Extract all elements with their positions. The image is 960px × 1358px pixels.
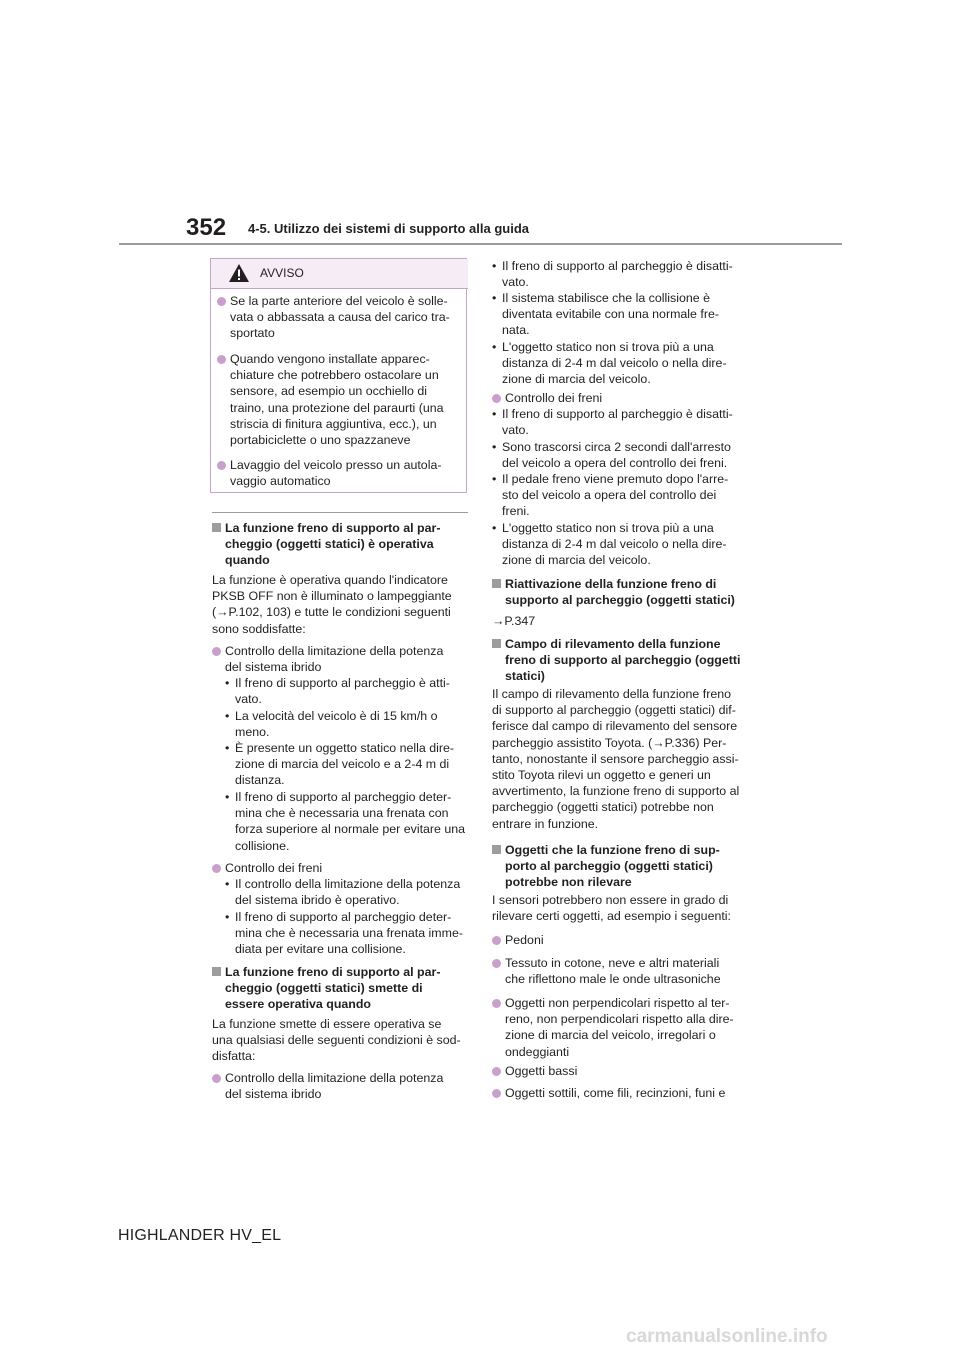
bullet-dot-icon xyxy=(217,297,226,306)
bullet-dot-icon xyxy=(212,864,221,873)
bullet-dot-icon xyxy=(492,936,501,945)
heading-square-icon xyxy=(212,523,221,532)
bullet-dot-icon xyxy=(492,1089,501,1098)
right-column: • Il freno di supporto al parcheggio è disatti- vato. • Il sistema stabilisce che la collisione è diventata evitabile con una normale fre- nata. • L'oggetto statico non si trova più a una distanza di 2-4 m dal veicolo o nella dire- zione di marcia del veicolo. Controllo dei freni • Il freno di supporto al parcheggio è disatti- vato. • Sono trascorsi circa 2 secondi dall'arresto del veicolo a opera del controllo dei freni. • Il pedale freno viene premuto dopo l'arre- sto del veicolo a opera del controllo dei freni. • L'oggetto statico non si trova più a una distanza di 2-4 m dal veicolo o nella dire- zione di marcia del veicolo. Riattivazione della funzione freno di supporto al parcheggio (oggetti statici) →P.347 Campo di rilevamento della funzione freno di supporto al parcheggio (oggetti statici) Il campo di rilevamento della funzione freno di supporto al parcheggio (oggetti statici) dif- ferisce dal campo di rilevamento del sensore parcheggio assistito Toyota. (→P.336) Per- tanto, nonostante il sensore parcheggio assi- stito Toyota rilevi un oggetto e generi un avvertimento, la funzione freno di supporto al parcheggio (oggetti statici) potrebbe non entrare in funzione. Oggetti che la funzione freno di sup- porto al parcheggio (oggetti statici) potrebbe non rilevare I sensori potrebbero non essere in grado di rilevare certi oggetti, ad esempio i seguenti: Pedoni Tessuto in cotone, neve e altri materiali che riflettono male le onde ultrasoniche Oggetti non perpendicolari rispetto al ter- reno, non perpendicolari rispetto alla dire- zione di marcia del veicolo, irregolari o ondeggianti Oggetti bassi Oggetti sottili, come fili, recinzioni, funi e xyxy=(492,258,748,1108)
paragraph: La funzione smette di essere operativa se una qualsiasi delle seguenti condizioni è sod- disfatta: xyxy=(212,1017,461,1064)
paragraph: La funzione è operativa quando l'indicatore PKSB OFF non è illuminato o lampeggiante (→P.102, 103) e tutte le condizioni seguenti sono soddisfatte: xyxy=(212,573,452,636)
footer-model: HIGHLANDER HV_EL xyxy=(118,1227,282,1244)
heading-square-icon xyxy=(212,967,221,976)
warning-box: AVVISO Se la parte anteriore del veicolo è solle- vata o abbassata a causa del carico tra- sportato Quando vengono installate apparec- chiature che potrebbero ostacolare un sensore, ad esempio un occhiello di traino, una protezione del paraurti (una striscia di finitura aggiuntiva, ecc.), un portabiciclette o uno spazzaneve Lavaggio del veicolo presso un autola- vaggio automatico xyxy=(210,258,467,493)
warning-triangle-icon xyxy=(228,263,250,283)
left-column: La funzione freno di supporto al par- cheggio (oggetti statici) è operativa quando La funzione è operativa quando l'indicatore PKSB OFF non è illuminato o lampeggiante (→P.102, 103) e tutte le condizioni seguenti sono soddisfatte: Controllo della limitazione della potenza del sistema ibrido • Il freno di supporto al parcheggio è atti- vato. • La velocità del veicolo è di 15 km/h o meno. • È presente un oggetto statico nella dire- zione di marcia del veicolo e a 2-4 m di distanza. • Il freno di supporto al parcheggio deter- mina che è necessaria una frenata con forza superiore al normale per evitare una collisione. Controllo dei freni • Il controllo della limitazione della potenza del sistema ibrido è operativo. • Il freno di supporto al parcheggio deter- mina che è necessaria una frenata imme- diata per evitare una collisione. La funzione freno di supporto al par- cheggio (oggetti statici) smette di essere operativa quando La funzione smette di essere operativa se una qualsiasi delle seguenti condizioni è sod- disfatta: Controllo della limitazione della potenza del sistema ibrido xyxy=(212,520,468,1110)
bullet-dot-icon xyxy=(492,394,501,403)
bullet-dot-icon xyxy=(492,1067,501,1076)
watermark: carmanualsonline.info xyxy=(626,1326,828,1347)
warning-title: AVVISO xyxy=(260,266,304,280)
heading-square-icon xyxy=(492,579,501,588)
heading-square-icon xyxy=(492,639,501,648)
heading-square-icon xyxy=(492,845,501,854)
bullet-dot-icon xyxy=(492,959,501,968)
paragraph: I sensori potrebbero non essere in grado di rilevare certi oggetti, ad esempio i seguenti: xyxy=(492,893,731,924)
paragraph: Il campo di rilevamento della funzione freno di supporto al parcheggio (oggetti statici) dif- ferisce dal campo di rilevamento del sensore parcheggio assistito Toyota. (→P.336) Per- tanto, nonostante il sensore parcheggio assi- stito Toyota rilevi un oggetto e generi un avvertimento, la funzione freno di supporto al parcheggio (oggetti statici) potrebbe non entrare in funzione. xyxy=(492,687,740,831)
chapter-title: 4-5. Utilizzo dei sistemi di supporto alla guida xyxy=(248,221,529,236)
bullet-dot-icon xyxy=(212,647,221,656)
bullet-dot-icon xyxy=(217,355,226,364)
page-number: 352 xyxy=(186,214,227,241)
warning-header xyxy=(211,259,468,289)
bullet-dot-icon xyxy=(492,999,501,1008)
bullet-dot-icon xyxy=(212,1074,221,1083)
header-rule xyxy=(119,243,842,245)
bullet-dot-icon xyxy=(217,461,226,470)
section-divider xyxy=(212,512,468,513)
page-reference: →P.347 xyxy=(492,614,536,628)
